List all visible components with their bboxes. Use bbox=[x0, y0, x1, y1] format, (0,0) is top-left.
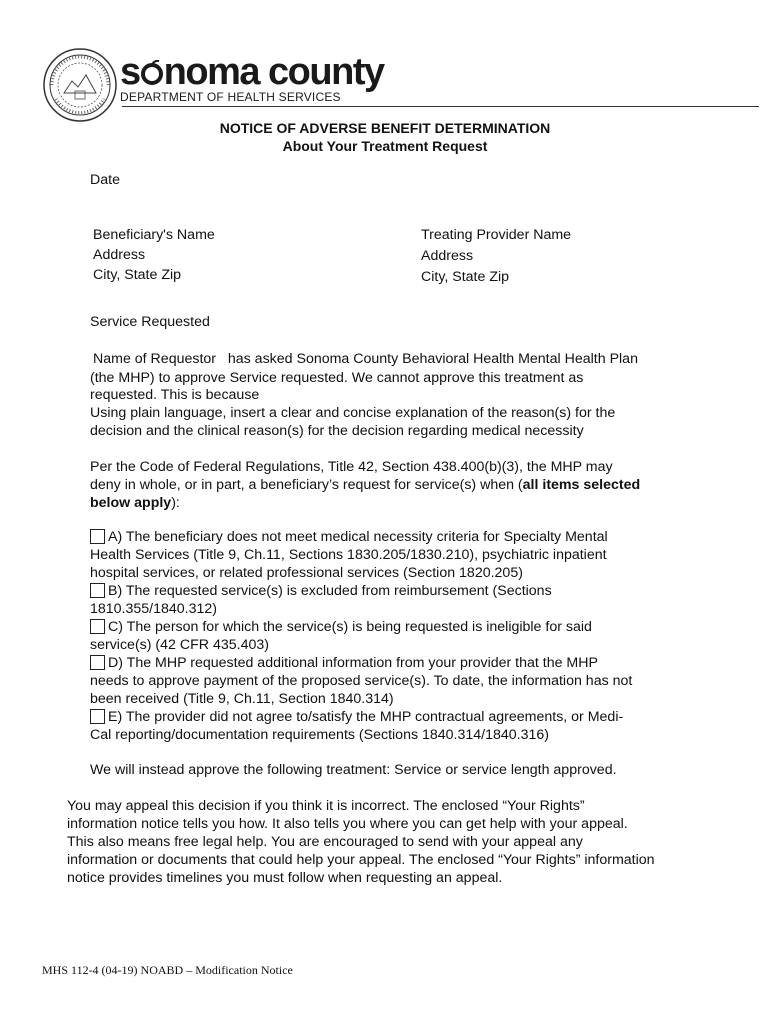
appeal-paragraph: You may appeal this decision if you think it is incorrect. The enclosed “Your Rights” information notice tells you how. It also tells you where you can get help with your appeal. This also means free legal help. You are encouraged to send with your appeal any information or documents that could help your appeal. The enclosed “Your Rights” information notice provides timelines you must follow when requesting an appeal. bbox=[67, 798, 655, 886]
request-line-5: decision and the clinical reason(s) for the decision regarding medical necessity bbox=[90, 423, 584, 439]
provider-name: Treating Provider Name bbox=[421, 227, 572, 243]
beneficiary-city: City, State Zip bbox=[93, 267, 182, 283]
header-rule bbox=[122, 106, 759, 107]
notice-subtitle: About Your Treatment Request bbox=[282, 138, 488, 154]
cfr-line-2: deny in whole, or in part, a beneficiary’s request for service(s) when (all items selected bbox=[90, 477, 641, 493]
request-line-4: Using plain language, insert a clear and concise explanation of the reason(s) for the bbox=[90, 405, 616, 421]
cfr-line-1: Per the Code of Federal Regulations, Title 42, Section 438.400(b)(3), the MHP may bbox=[90, 459, 613, 475]
date-label: Date bbox=[90, 172, 120, 188]
beneficiary-name: Beneficiary's Name bbox=[93, 227, 215, 243]
checkbox-d[interactable] bbox=[90, 655, 105, 670]
county-seal-logo bbox=[42, 47, 118, 123]
provider-city: City, State Zip bbox=[421, 269, 510, 285]
provider-block bbox=[421, 226, 571, 286]
instead-approve-text: We will instead approve the following treatment: Service or service length approved. bbox=[90, 762, 617, 778]
sun-icon bbox=[140, 60, 164, 86]
request-line-1: Name of Requestor has asked Sonoma County Behavioral Health Mental Health Plan bbox=[93, 351, 638, 367]
requestor-name: Name of Requestor bbox=[93, 351, 217, 367]
brand-wordmark: s noma county bbox=[120, 51, 384, 93]
request-line-2: (the MHP) to approve Service requested. We cannot approve this treatment as bbox=[90, 370, 584, 386]
criterion-b: B) The requested service(s) is excluded from reimbursement (Sections 1810.355/1840.312) bbox=[90, 583, 552, 617]
checkbox-b[interactable] bbox=[90, 583, 105, 598]
criterion-a: A) The beneficiary does not meet medical necessity criteria for Specialty Mental Health Services (Title 9, Ch.11, Sections 1830.205/1830.210), psychiatric inpatient hospital services, or related professional services (Section 1820.205) bbox=[90, 529, 608, 581]
checkbox-c[interactable] bbox=[90, 619, 105, 634]
request-line-3: requested. This is because bbox=[90, 387, 260, 403]
cfr-line-3: below apply): bbox=[90, 495, 180, 511]
notice-title: NOTICE OF ADVERSE BENEFIT DETERMINATION bbox=[219, 120, 551, 136]
beneficiary-address: Address bbox=[93, 247, 146, 263]
criterion-d: D) The MHP requested additional information from your provider that the MHP needs to approve payment of the proposed service(s). To date, the information has not been received (Title 9, Ch.11, Section 1840.314) bbox=[90, 655, 633, 707]
criterion-e: E) The provider did not agree to/satisfy the MHP contractual agreements, or Medi- Cal reporting/documentation requirements (Sections 1840.314/1840.316) bbox=[90, 709, 624, 743]
provider-address: Address bbox=[421, 248, 474, 264]
criterion-c: C) The person for which the service(s) is being requested is ineligible for said service(s) (42 CFR 435.403) bbox=[90, 619, 592, 653]
criteria-list bbox=[90, 528, 679, 744]
brand-block bbox=[120, 52, 384, 104]
department-name: DEPARTMENT OF HEALTH SERVICES bbox=[120, 90, 341, 104]
checkbox-e[interactable] bbox=[90, 709, 105, 724]
form-footer: MHS 112-4 (04-19) NOABD – Modification Notice bbox=[42, 963, 293, 977]
checkbox-a[interactable] bbox=[90, 529, 105, 544]
beneficiary-block bbox=[93, 226, 215, 284]
service-requested-label: Service Requested bbox=[90, 314, 210, 330]
